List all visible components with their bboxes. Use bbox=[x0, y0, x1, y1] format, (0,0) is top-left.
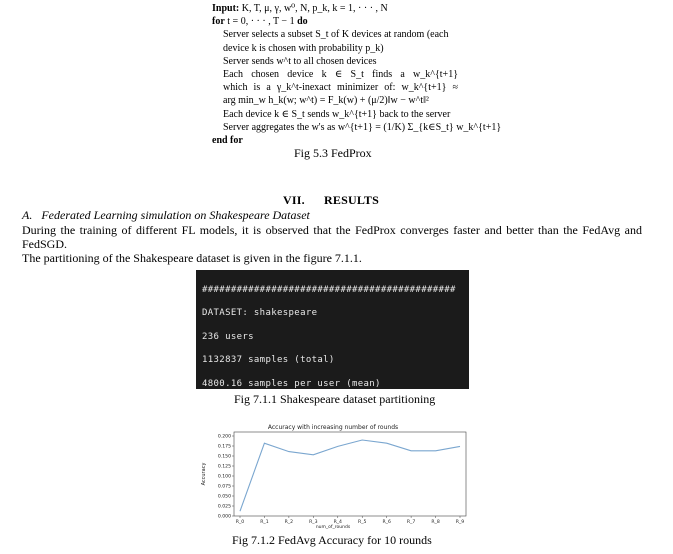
y-tick-label: 0.200 bbox=[217, 434, 231, 440]
y-tick-label: 0.050 bbox=[217, 494, 231, 500]
fig712-caption: Fig 7.1.2 FedAvg Accuracy for 10 rounds bbox=[232, 533, 432, 547]
fig53-caption: Fig 5.3 FedProx bbox=[294, 146, 372, 160]
terminal-output bbox=[196, 270, 469, 389]
x-tick-label: R_4 bbox=[333, 520, 342, 525]
section-heading: VII. RESULTS bbox=[283, 193, 379, 207]
algo-line-finds: Each chosen device k ∈ S_t finds a w_k^{t+1} bbox=[223, 69, 458, 81]
algo-line-send: Server sends w^t to all chosen devices bbox=[223, 55, 377, 67]
y-tick-label: 0.175 bbox=[217, 444, 231, 450]
terminal-line: 4800.16 samples per user (mean) bbox=[202, 378, 381, 389]
algo-line-endfor: end for bbox=[212, 135, 243, 147]
x-tick-label: R_0 bbox=[235, 520, 245, 525]
y-tick-label: 0.150 bbox=[217, 454, 231, 460]
chart-title: Accuracy with increasing number of rounds bbox=[267, 424, 399, 431]
x-tick-label: R_9 bbox=[455, 520, 465, 525]
x-tick-label: R_3 bbox=[309, 520, 318, 525]
y-tick-label: 0.025 bbox=[217, 504, 231, 510]
accuracy-chart bbox=[196, 420, 478, 532]
algo-line-input: Input: K, T, μ, γ, w⁰, N, p_k, k = 1, · · · , N bbox=[212, 3, 388, 14]
paragraph-line-1: During the training of different FL models, it is observed that the FedProx converges faster and better than the FedAvg and bbox=[22, 223, 642, 237]
x-tick-label: R_2 bbox=[284, 520, 294, 525]
subsection-heading: A. Federated Learning simulation on Shakespeare Dataset bbox=[22, 208, 310, 222]
paragraph-line-2: FedSGD. bbox=[22, 237, 68, 251]
x-tick-label: R_7 bbox=[406, 520, 416, 525]
algo-line-select-cont: device k is chosen with probability p_k) bbox=[223, 42, 384, 54]
paragraph-partition: The partitioning of the Shakespeare dataset is given in the figure 7.1.1. bbox=[22, 251, 362, 265]
terminal-line: 236 users bbox=[202, 331, 254, 342]
algo-line-argmin: arg min_w h_k(w; w^t) = F_k(w) + (μ/2)‖w − w^t‖² bbox=[223, 95, 429, 107]
algo-line-aggregate: Server aggregates the w's as w^{t+1} = (1/K) Σ_{k∈S_t} w_k^{t+1} bbox=[223, 121, 502, 133]
y-axis-label: Accuracy bbox=[201, 462, 207, 486]
algo-line-for: for t = 0, · · · , T − 1 do bbox=[212, 16, 308, 28]
terminal-line: 1132837 samples (total) bbox=[202, 355, 335, 366]
terminal-line: DATASET: shakespeare bbox=[202, 308, 318, 319]
y-tick-label: 0.100 bbox=[217, 474, 231, 480]
fedprox-algorithm bbox=[212, 2, 502, 147]
y-tick-label: 0.075 bbox=[217, 484, 231, 490]
terminal-line: ############################################ bbox=[202, 284, 456, 295]
algo-line-sendback: Each device k ∈ S_t sends w_k^{t+1} back to the server bbox=[223, 108, 451, 120]
y-tick-label: 0.000 bbox=[217, 514, 231, 520]
x-tick-label: R_5 bbox=[358, 520, 367, 525]
y-tick-label: 0.125 bbox=[217, 464, 231, 470]
accuracy-series-line bbox=[240, 440, 460, 511]
x-tick-label: R_1 bbox=[260, 520, 269, 525]
algo-line-minimizer: which is a γ_k^t-inexact minimizer of: w_k^{t+1} ≈ bbox=[223, 82, 458, 94]
x-tick-label: R_6 bbox=[382, 520, 391, 525]
paragraph-results bbox=[22, 223, 642, 265]
x-axis-label: num_of_rounds bbox=[315, 525, 351, 530]
x-tick-label: R_8 bbox=[431, 520, 440, 525]
fig711-caption: Fig 7.1.1 Shakespeare dataset partitioning bbox=[234, 392, 436, 406]
algo-line-select: Server selects a subset S_t of K devices at random (each bbox=[223, 29, 449, 41]
